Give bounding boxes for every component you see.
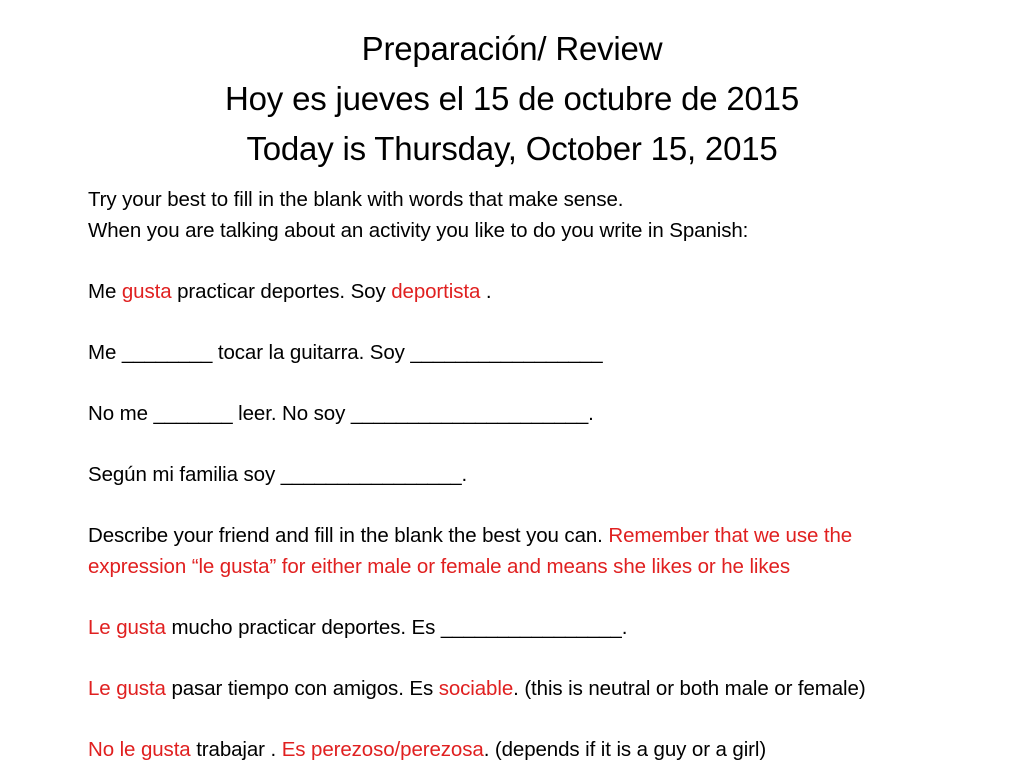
reminder-text: Remember that we use the [608, 524, 853, 547]
text-segment: Describe your friend and fill in the blank the best you can. [88, 524, 609, 547]
text-segment: . [480, 280, 492, 303]
text-segment: practicar deportes. Soy [171, 280, 392, 303]
spacer [88, 582, 1008, 612]
highlight-word: Le gusta [88, 677, 166, 700]
title-line-2: Hoy es jueves el 15 de octubre de 2015 [225, 80, 799, 117]
fill-in-sentence-4 [88, 612, 1008, 643]
highlight-word: deportista [391, 280, 481, 303]
text-segment: . (depends if it is a guy or a girl) [483, 738, 767, 761]
spacer [88, 643, 1008, 673]
text-segment: mucho practicar deportes. Es ________________. [165, 616, 628, 639]
text-segment: Me [88, 280, 122, 303]
fill-in-sentence-1: Me ________ tocar la guitarra. Soy _________________ [88, 341, 603, 364]
example-sentence-2 [88, 673, 1008, 704]
title-line-3: Today is Thursday, October 15, 2015 [246, 130, 778, 167]
spacer [88, 429, 1008, 459]
highlight-word: Le gusta [88, 616, 166, 639]
highlight-word: No le gusta [88, 738, 191, 761]
fill-in-sentence-2: No me _______ leer. No soy _____________________. [88, 402, 594, 425]
spacer [88, 704, 1008, 734]
describe-instruction-line-1 [88, 520, 1008, 551]
intro-line-2: When you are talking about an activity you like to do you write in Spanish: [88, 219, 749, 242]
fill-in-sentence-3: Según mi familia soy ________________. [88, 463, 468, 486]
highlight-word: Es perezoso/perezosa [281, 738, 484, 761]
intro-line-1: Try your best to fill in the blank with words that make sense. [88, 188, 624, 211]
slide-title [0, 24, 1024, 174]
text-segment: trabajar . [190, 738, 282, 761]
example-sentence-3 [88, 734, 1008, 765]
highlight-word: gusta [121, 280, 172, 303]
spacer [88, 368, 1008, 398]
example-sentence-1 [88, 276, 1008, 307]
describe-instruction-line-2: expression “le gusta” for either male or female and means she likes or he likes [88, 555, 790, 578]
slide-body [88, 184, 1008, 765]
highlight-word: sociable [438, 677, 514, 700]
spacer [88, 490, 1008, 520]
text-segment: . (this is neutral or both male or female) [513, 677, 866, 700]
spacer [88, 246, 1008, 276]
text-segment: pasar tiempo con amigos. Es [165, 677, 439, 700]
title-line-1: Preparación/ Review [361, 30, 663, 67]
spacer [88, 307, 1008, 337]
